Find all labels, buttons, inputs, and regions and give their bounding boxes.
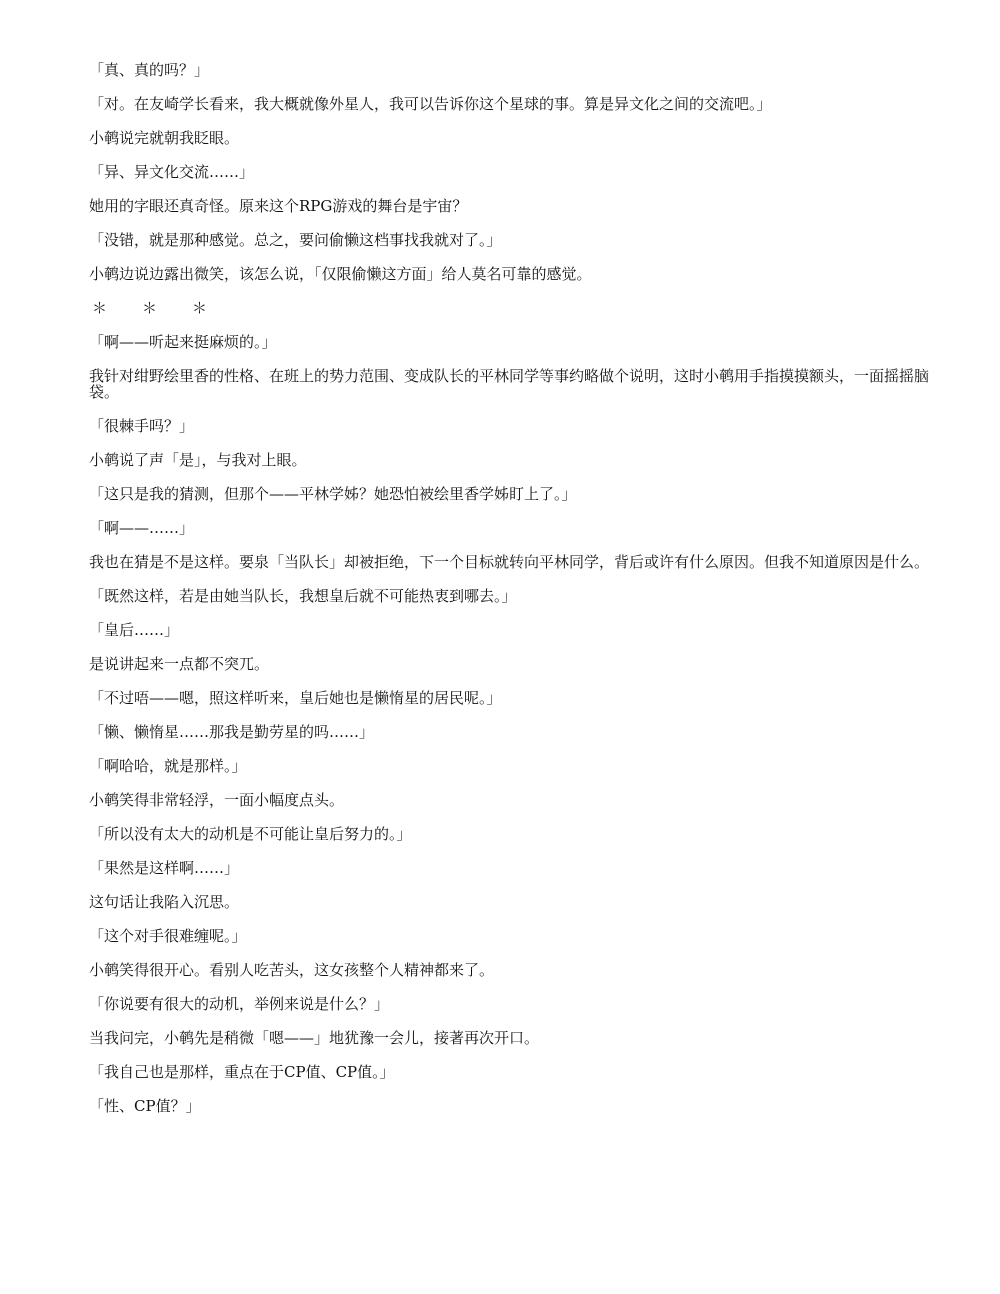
paragraph: 我针对绀野绘里香的性格、在班上的势力范围、变成队长的平林同学等事约略做个说明，这时小鹌用手指摸摸额头，一面摇摇脑袋。: [89, 367, 930, 401]
paragraph: 当我问完，小鹌先是稍微「嗯——」地犹豫一会儿，接著再次开口。: [89, 1029, 540, 1047]
paragraph: 「懒、懒惰星……那我是勤劳星的吗……」: [89, 723, 375, 741]
paragraph: 小鹌笑得很开心。看别人吃苦头，这女孩整个人精神都来了。: [89, 961, 495, 979]
paragraph: 小鹌边说边露出微笑，该怎么说，「仅限偷懒这方面」给人莫名可靠的感觉。: [89, 265, 592, 283]
paragraph: 「你说要有很大的动机，举例来说是什么？」: [89, 995, 390, 1013]
paragraph: 她用的字眼还真奇怪。原来这个RPG游戏的舞台是宇宙？: [89, 197, 468, 215]
paragraph: 「果然是这样啊……」: [89, 859, 240, 877]
paragraph: 「很棘手吗？」: [89, 417, 195, 435]
paragraph: 「我自己也是那样，重点在于CP值、CP值。」: [89, 1063, 395, 1081]
paragraph: 「没错，就是那种感觉。总之，要问偷懒这档事找我就对了。」: [89, 231, 502, 249]
paragraph: 「真、真的吗？」: [89, 61, 210, 79]
paragraph: 这句话让我陷入沉思。: [89, 893, 240, 911]
paragraph: 「啊——……」: [89, 519, 195, 537]
paragraph: 「所以没有太大的动机是不可能让皇后努力的。」: [89, 825, 412, 843]
scene-separator: ＊ ＊ ＊: [92, 299, 218, 317]
paragraph: 「皇后……」: [89, 621, 180, 639]
paragraph: 小鹌说了声「是」，与我对上眼。: [89, 451, 307, 469]
paragraph: 「对。在友崎学长看来，我大概就像外星人，我可以告诉你这个星球的事。算是异文化之间的交流吧。」: [89, 95, 772, 113]
paragraph: 「不过唔——嗯，照这样听来，皇后她也是懒惰星的居民呢。」: [89, 689, 502, 707]
paragraph: 「既然这样，若是由她当队长，我想皇后就不可能热衷到哪去。」: [89, 587, 517, 605]
paragraph: 「异、异文化交流……」: [89, 163, 255, 181]
paragraph: 「性、CP值？」: [89, 1097, 201, 1115]
paragraph: 小鹌笑得非常轻浮，一面小幅度点头。: [89, 791, 345, 809]
paragraph: 是说讲起来一点都不突兀。: [89, 655, 270, 673]
paragraph: 小鹌说完就朝我眨眼。: [89, 129, 240, 147]
paragraph: 「啊——听起来挺麻烦的。」: [89, 333, 277, 351]
paragraph: 我也在猜是不是这样。要泉「当队长」却被拒绝，下一个目标就转向平林同学，背后或许有什么原因。但我不知道原因是什么。: [89, 553, 930, 571]
paragraph: 「这个对手很难缠呢。」: [89, 927, 247, 945]
paragraph: 「啊哈哈，就是那样。」: [89, 757, 247, 775]
paragraph: 「这只是我的猜测，但那个——平林学姊？她恐怕被绘里香学姊盯上了。」: [89, 485, 577, 503]
